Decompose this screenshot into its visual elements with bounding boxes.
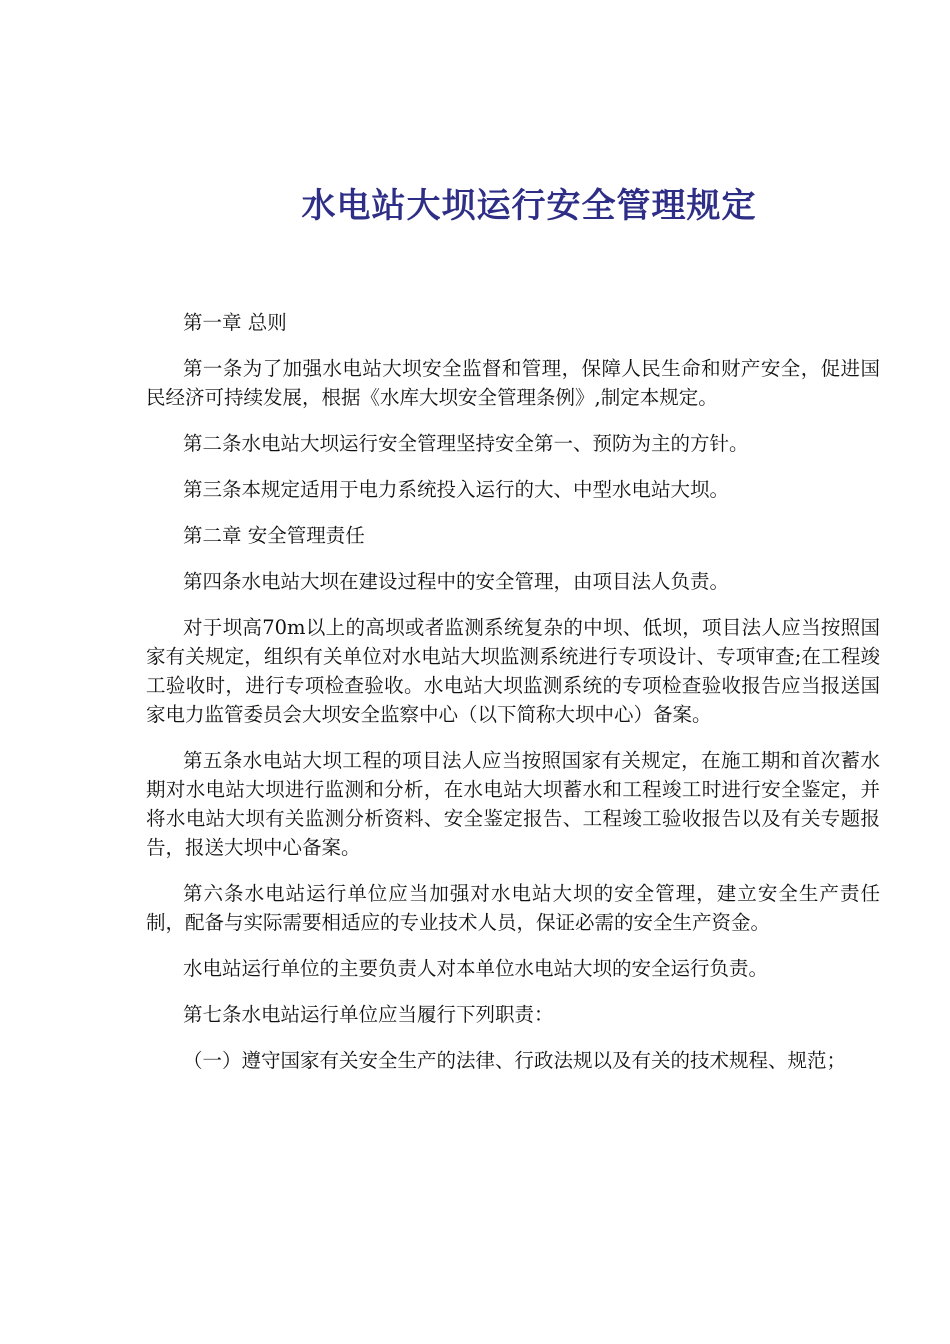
article-paragraph: 第五条水电站大坝工程的项目法人应当按照国家有关规定，在施工期和首次蓄水期对水电站大坝进行监测和分析，在水电站大坝蓄水和工程竣工时进行安全鉴定，并将水电站大坝有关监测分析资料、安全鉴定报告、工程竣工验收报告以及有关专题报告，报送大坝中心备案。: [146, 749, 880, 859]
document-body: [146, 308, 880, 1075]
article-paragraph: 第四条水电站大坝在建设过程中的安全管理，由项目法人负责。: [183, 570, 730, 593]
article-paragraph: 第七条水电站运行单位应当履行下列职责：: [183, 1003, 554, 1026]
chapter-heading: 第一章 总则: [183, 311, 287, 334]
article-paragraph: 水电站运行单位的主要负责人对本单位水电站大坝的安全运行负责。: [183, 957, 769, 980]
article-paragraph: 第二条水电站大坝运行安全管理坚持安全第一、预防为主的方针。: [183, 432, 749, 455]
document-title: 水电站大坝运行安全管理规定: [301, 186, 757, 226]
article-paragraph: 第一条为了加强水电站大坝安全监督和管理，保障人民生命和财产安全，促进国民经济可持续发展，根据《水库大坝安全管理条例》,制定本规定。: [146, 357, 880, 409]
list-item-paragraph: （一）遵守国家有关安全生产的法律、行政法规以及有关的技术规程、规范；: [183, 1049, 847, 1072]
article-paragraph: 第三条本规定适用于电力系统投入运行的大、中型水电站大坝。: [183, 478, 730, 501]
article-paragraph: 第六条水电站运行单位应当加强对水电站大坝的安全管理，建立安全生产责任制，配备与实际需要相适应的专业技术人员，保证必需的安全生产资金。: [146, 882, 880, 934]
chapter-heading: 第二章 安全管理责任: [183, 524, 365, 547]
article-paragraph: 对于坝高70m以上的高坝或者监测系统复杂的中坝、低坝，项目法人应当按照国家有关规定，组织有关单位对水电站大坝监测系统进行专项设计、专项审查;在工程竣工验收时，进行专项检查验收。水电站大坝监测系统的专项检查验收报告应当报送国家电力监管委员会大坝安全监察中心（以下简称大坝中心）备案。: [146, 616, 880, 726]
